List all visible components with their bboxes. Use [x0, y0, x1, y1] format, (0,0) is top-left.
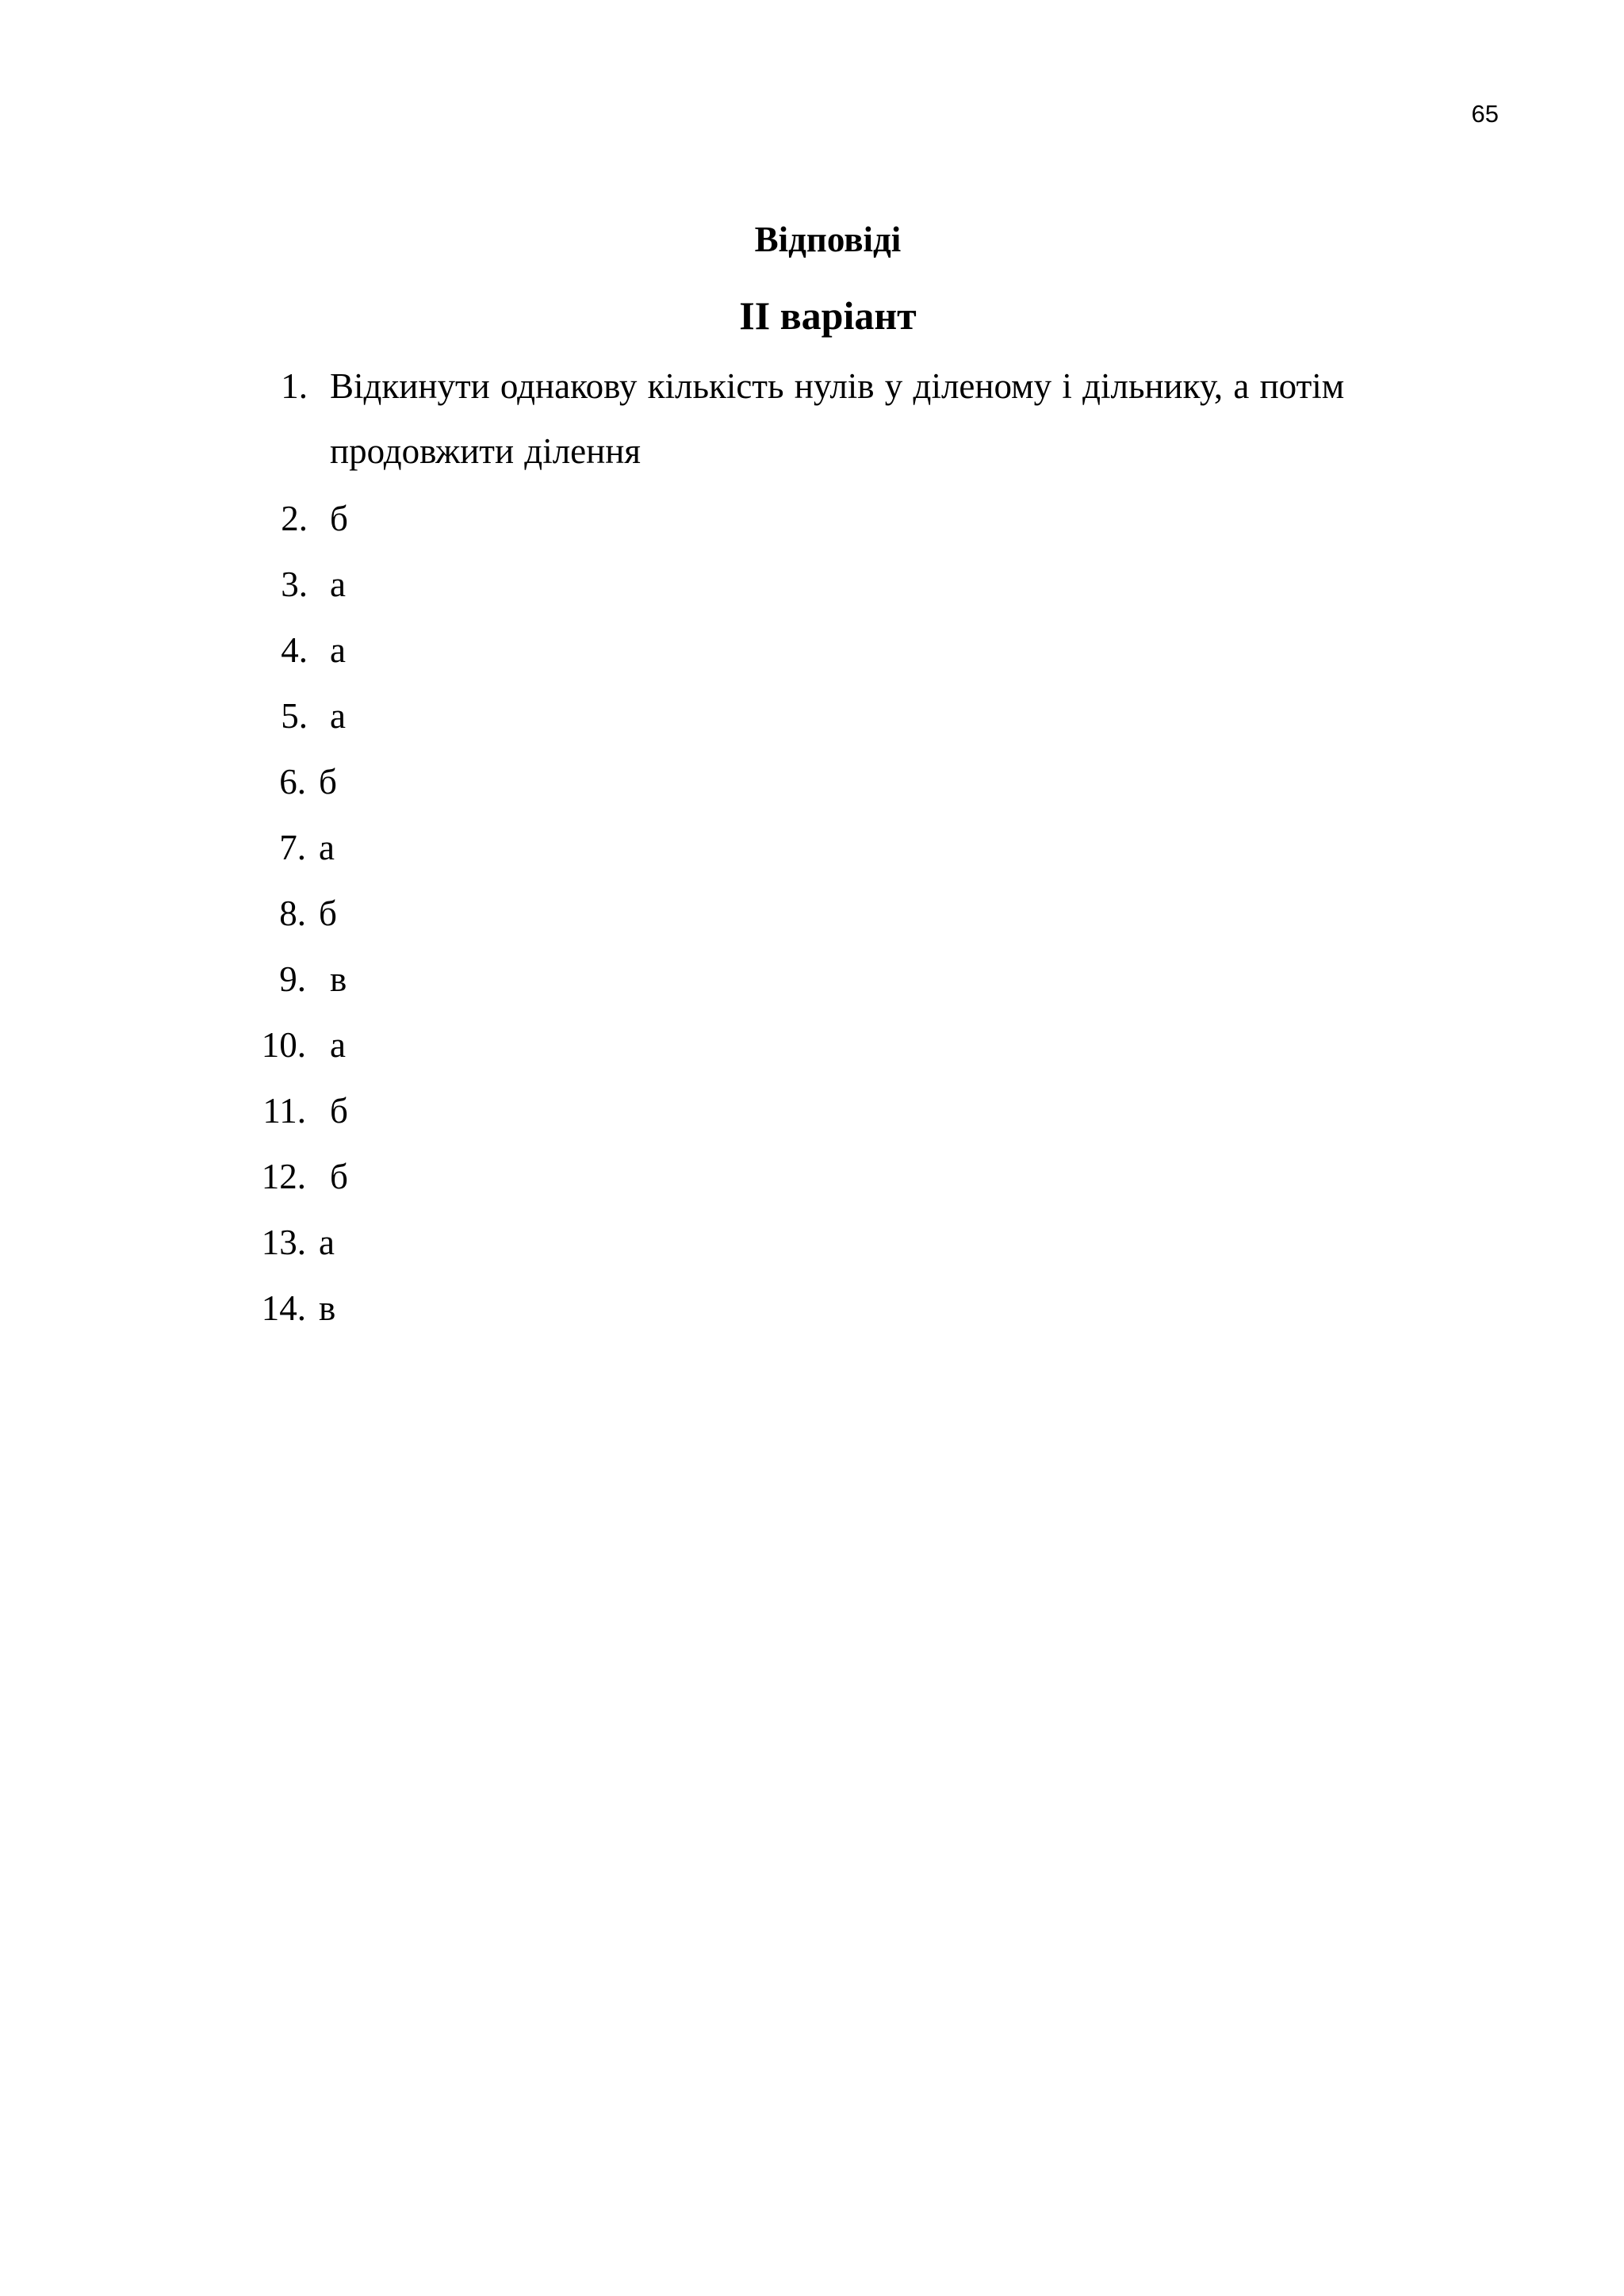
answer-text: б	[319, 894, 337, 933]
answer-number: 9.	[279, 959, 306, 999]
answer-text: б	[330, 1091, 348, 1131]
answer-text: а	[330, 1025, 346, 1065]
answer-number: 7.	[279, 828, 306, 867]
answer-text: б	[319, 762, 337, 802]
answer-number: 14.	[261, 1288, 306, 1328]
answer-number: 11.	[262, 1091, 306, 1131]
answer-number: 2.	[281, 499, 308, 538]
answer-number: 8.	[279, 894, 306, 933]
answer-text: а	[330, 630, 346, 670]
variant-subtitle: II варіант	[739, 293, 917, 338]
answer-text: а	[319, 1223, 335, 1262]
answer-number: 6.	[279, 762, 306, 802]
answer-number: 5.	[281, 696, 308, 736]
answer-text: б	[330, 1157, 348, 1196]
answer-text: а	[330, 564, 346, 604]
answer-text: Відкинути однакову кількість нулів у діленому і дільнику, а потім продовжити ділення	[330, 366, 1345, 471]
answer-number: 1.	[281, 366, 308, 406]
answer-number: 12.	[261, 1157, 306, 1196]
answer-number: 4.	[281, 630, 308, 670]
answer-text: а	[330, 696, 346, 736]
answer-text: а	[319, 828, 335, 867]
answer-text: б	[330, 499, 348, 538]
page-number: 65	[1471, 100, 1499, 128]
page-title: Відповіді	[754, 220, 902, 259]
answer-number: 13.	[261, 1223, 306, 1262]
answer-text: в	[330, 959, 347, 999]
answer-number: 10.	[261, 1025, 306, 1065]
answer-text: в	[319, 1288, 336, 1328]
answer-number: 3.	[281, 564, 308, 604]
